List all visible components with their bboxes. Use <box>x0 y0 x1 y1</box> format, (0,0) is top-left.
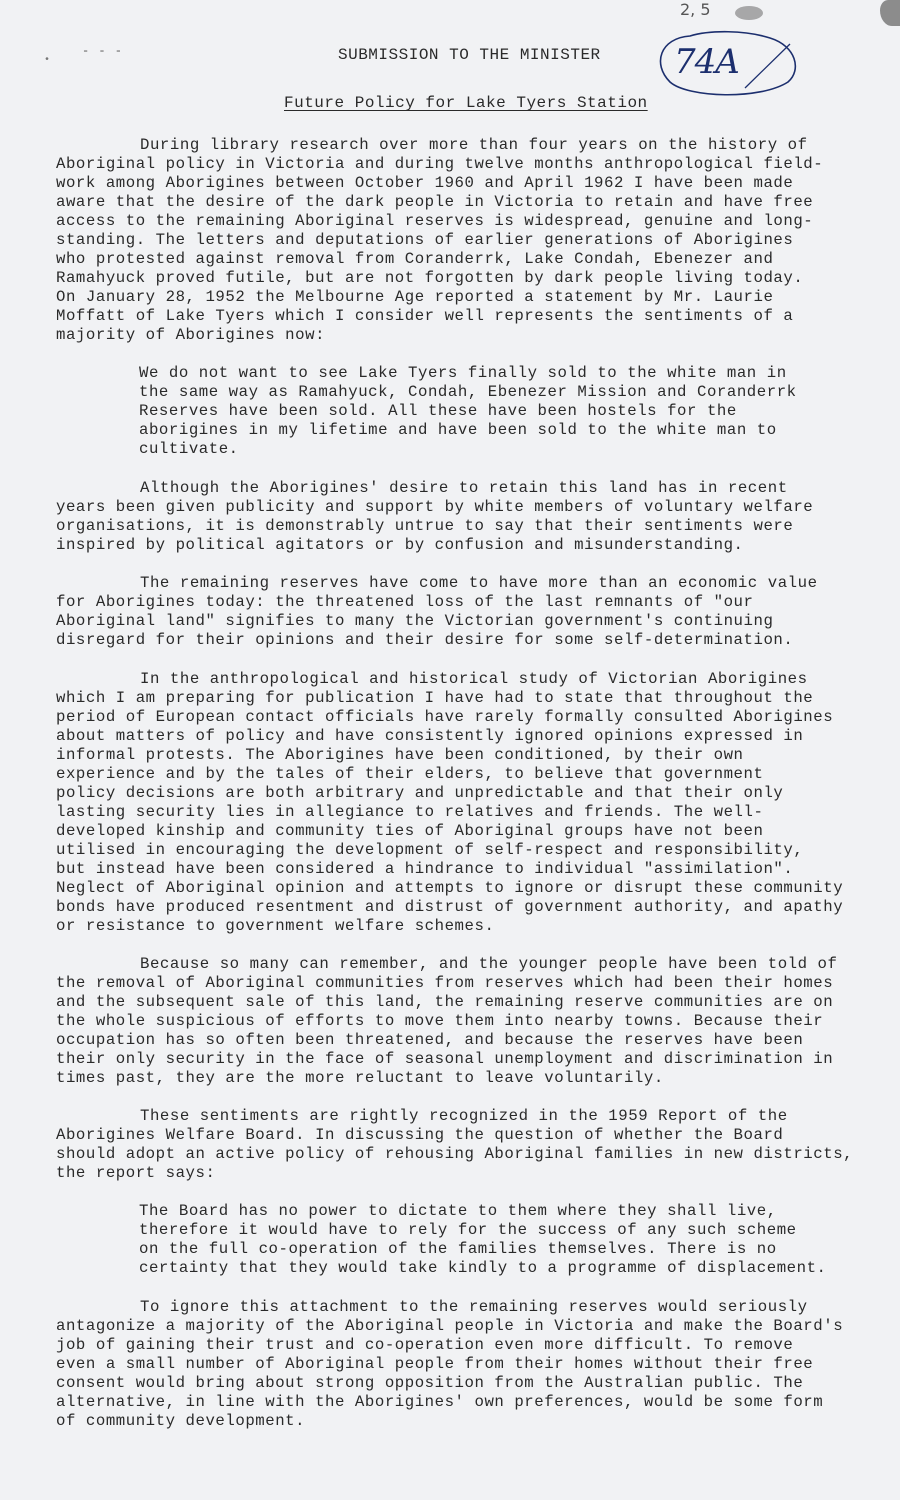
paragraph-7: To ignore this attachment to the remaining reserves would seriously antagonize a majority of the Aboriginal people in Victoria and make the Board's job of gaining their trust and co-operation even more difficult. To remove even a small number of Aboriginal people from their homes without their free consent would bring about strong opposition from the Australian public. The alternative, in line with the Aborigines' own preferences, would be some form of community development. <box>56 1298 844 1430</box>
paragraph-2: Although the Aborigines' desire to retain this land has in recent years been given publicity and support by white members of voluntary welfare organisations, it is demonstrably untrue to say that their sentiments were inspired by political agitators or by confusion and misunderstanding. <box>56 479 814 554</box>
quotation-1: We do not want to see Lake Tyers finally sold to the white man in the same way as Ramahyuck, Condah, Ebenezer Mission and Coranderrk Reserves have been sold. All these have been hostels for the aborigines in my lifetime and have been sold to the white man to cultivate. <box>139 364 797 458</box>
margin-mark: • <box>44 55 51 66</box>
paragraph-4: In the anthropological and historical study of Victorian Aborigines which I am preparing for publication I have had to state that throughout the period of European contact officials have rarely formally consulted Aborigines about matters of policy and have consistently ignored opinions expressed in informal protests. The Aborigines have been conditioned, by their own experience and by the tales of their elders, to believe that government policy decisions are both arbitrary and unpredictable and that their only lasting security lies in allegiance to relatives and friends. The well- developed kinship and community ties of Aboriginal groups have not been utilised in encouraging the development of self-respect and responsibility, but instead have been considered a hindrance to individual "assimilation". Neglect of Aboriginal opinion and attempts to ignore or disrupt these community bonds have produced resentment and distrust of government authority, and apathy or resistance to government welfare schemes. <box>56 670 844 935</box>
ink-smudge <box>880 0 900 26</box>
paragraph-1: During library research over more than four years on the history of Aboriginal policy in Victoria and during twelve months anthropological field- work among Aborigines between October 1960 and April 1962 I have been made aware that the desire of the dark people in Victoria to retain and have free access to the remaining Aboriginal reserves is widespread, genuine and long- standing. The letters and deputations of earlier generations of Aborigines who protested against removal from Coranderrk, Lake Condah, Ebenezer and Ramahyuck proved futile, but are not forgotten by dark people living today. On January 28, 1952 the Melbourne Age reported a statement by Mr. Laurie Moffatt of Lake Tyers which I consider well represents the sentiments of a majority of Aborigines now: <box>56 136 824 344</box>
document-heading: SUBMISSION TO THE MINISTER <box>338 46 601 64</box>
quotation-2: The Board has no power to dictate to them where they shall live, therefore it would have to rely for the success of any such scheme on the full co-operation of the families themselves. There is no certainty that they would take kindly to a programme of displacement. <box>139 1202 827 1277</box>
paragraph-3: The remaining reserves have come to have more than an economic value for Aborigines today: the threatened loss of the last remnants of "our Aboriginal land" signifies to many the Victorian government's continuing disregard for their opinions and their desire for some self-determination. <box>56 574 818 649</box>
margin-dash-mark: - - - <box>82 44 124 58</box>
handwritten-folio-number: 74A <box>674 42 739 82</box>
document-subtitle: Future Policy for Lake Tyers Station <box>284 94 648 112</box>
corner-pencil-mark: 2, 5 <box>680 0 711 19</box>
paragraph-6: These sentiments are rightly recognized in the 1959 Report of the Aborigines Welfare Board. In discussing the question of whether the Board should adopt an active policy of rehousing Aboriginal families in new districts, the report says: <box>56 1107 854 1182</box>
ink-smudge <box>735 6 763 20</box>
paragraph-5: Because so many can remember, and the younger people have been told of the removal of Aboriginal communities from reserves which had been their homes and the subsequent sale of this land, the remaining reserve communities are on the whole suspicious of efforts to move them into nearby towns. Because their occupation has so often been threatened, and because the reserves have been their only security in the face of seasonal unemployment and discrimination in times past, they are the more reluctant to leave voluntarily. <box>56 955 838 1087</box>
